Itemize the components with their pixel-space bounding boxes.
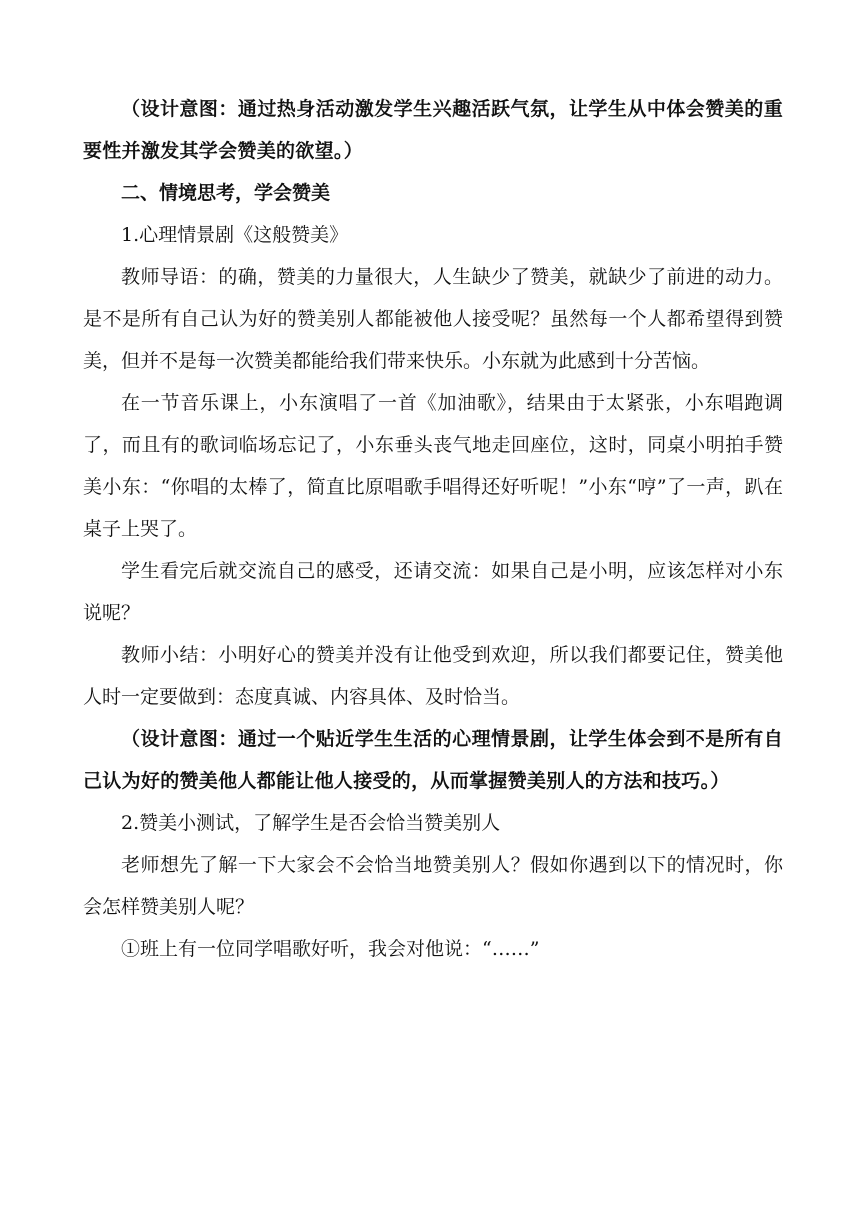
design-note-paragraph: （设计意图：通过热身活动激发学生兴趣活跃气氛，让学生从中体会赞美的重要性并激发其学会赞美的欲望。） [83,98,783,162]
subheading: 2.赞美小测试，了解学生是否会恰当赞美别人 [121,812,501,834]
list-item: ①班上有一位同学唱歌好听，我会对他说：“……” [121,938,540,960]
body-paragraph: 在一节音乐课上，小东演唱了一首《加油歌》，结果由于太紧张，小东唱跑调了，而且有的歌词临场忘记了，小东垂头丧气地走回座位，这时，同桌小明拍手赞美小东：“你唱的太棒了，简直比原唱歌手唱得还好听呢！”小东“哼”了一声，趴在桌子上哭了。 [83,392,783,540]
body-paragraph: 老师想先了解一下大家会不会恰当地赞美别人？假如你遇到以下的情况时，你会怎样赞美别人呢？ [83,854,783,918]
subheading: 1.心理情景剧《这般赞美》 [121,224,349,246]
section-heading: 二、情境思考，学会赞美 [121,182,331,204]
document-body [83,88,783,970]
body-paragraph: 学生看完后就交流自己的感受，还请交流：如果自己是小明，应该怎样对小东说呢？ [83,560,783,624]
body-paragraph: 教师导语：的确，赞美的力量很大，人生缺少了赞美，就缺少了前进的动力。是不是所有自己认为好的赞美别人都能被他人接受呢？虽然每一个人都希望得到赞美，但并不是每一次赞美都能给我们带来快乐。小东就为此感到十分苦恼。 [83,266,783,372]
design-note-paragraph: （设计意图：通过一个贴近学生生活的心理情景剧，让学生体会到不是所有自己认为好的赞美他人都能让他人接受的，从而掌握赞美别人的方法和技巧。） [83,728,783,792]
body-paragraph: 教师小结：小明好心的赞美并没有让他受到欢迎，所以我们都要记住，赞美他人时一定要做到：态度真诚、内容具体、及时恰当。 [83,644,783,708]
